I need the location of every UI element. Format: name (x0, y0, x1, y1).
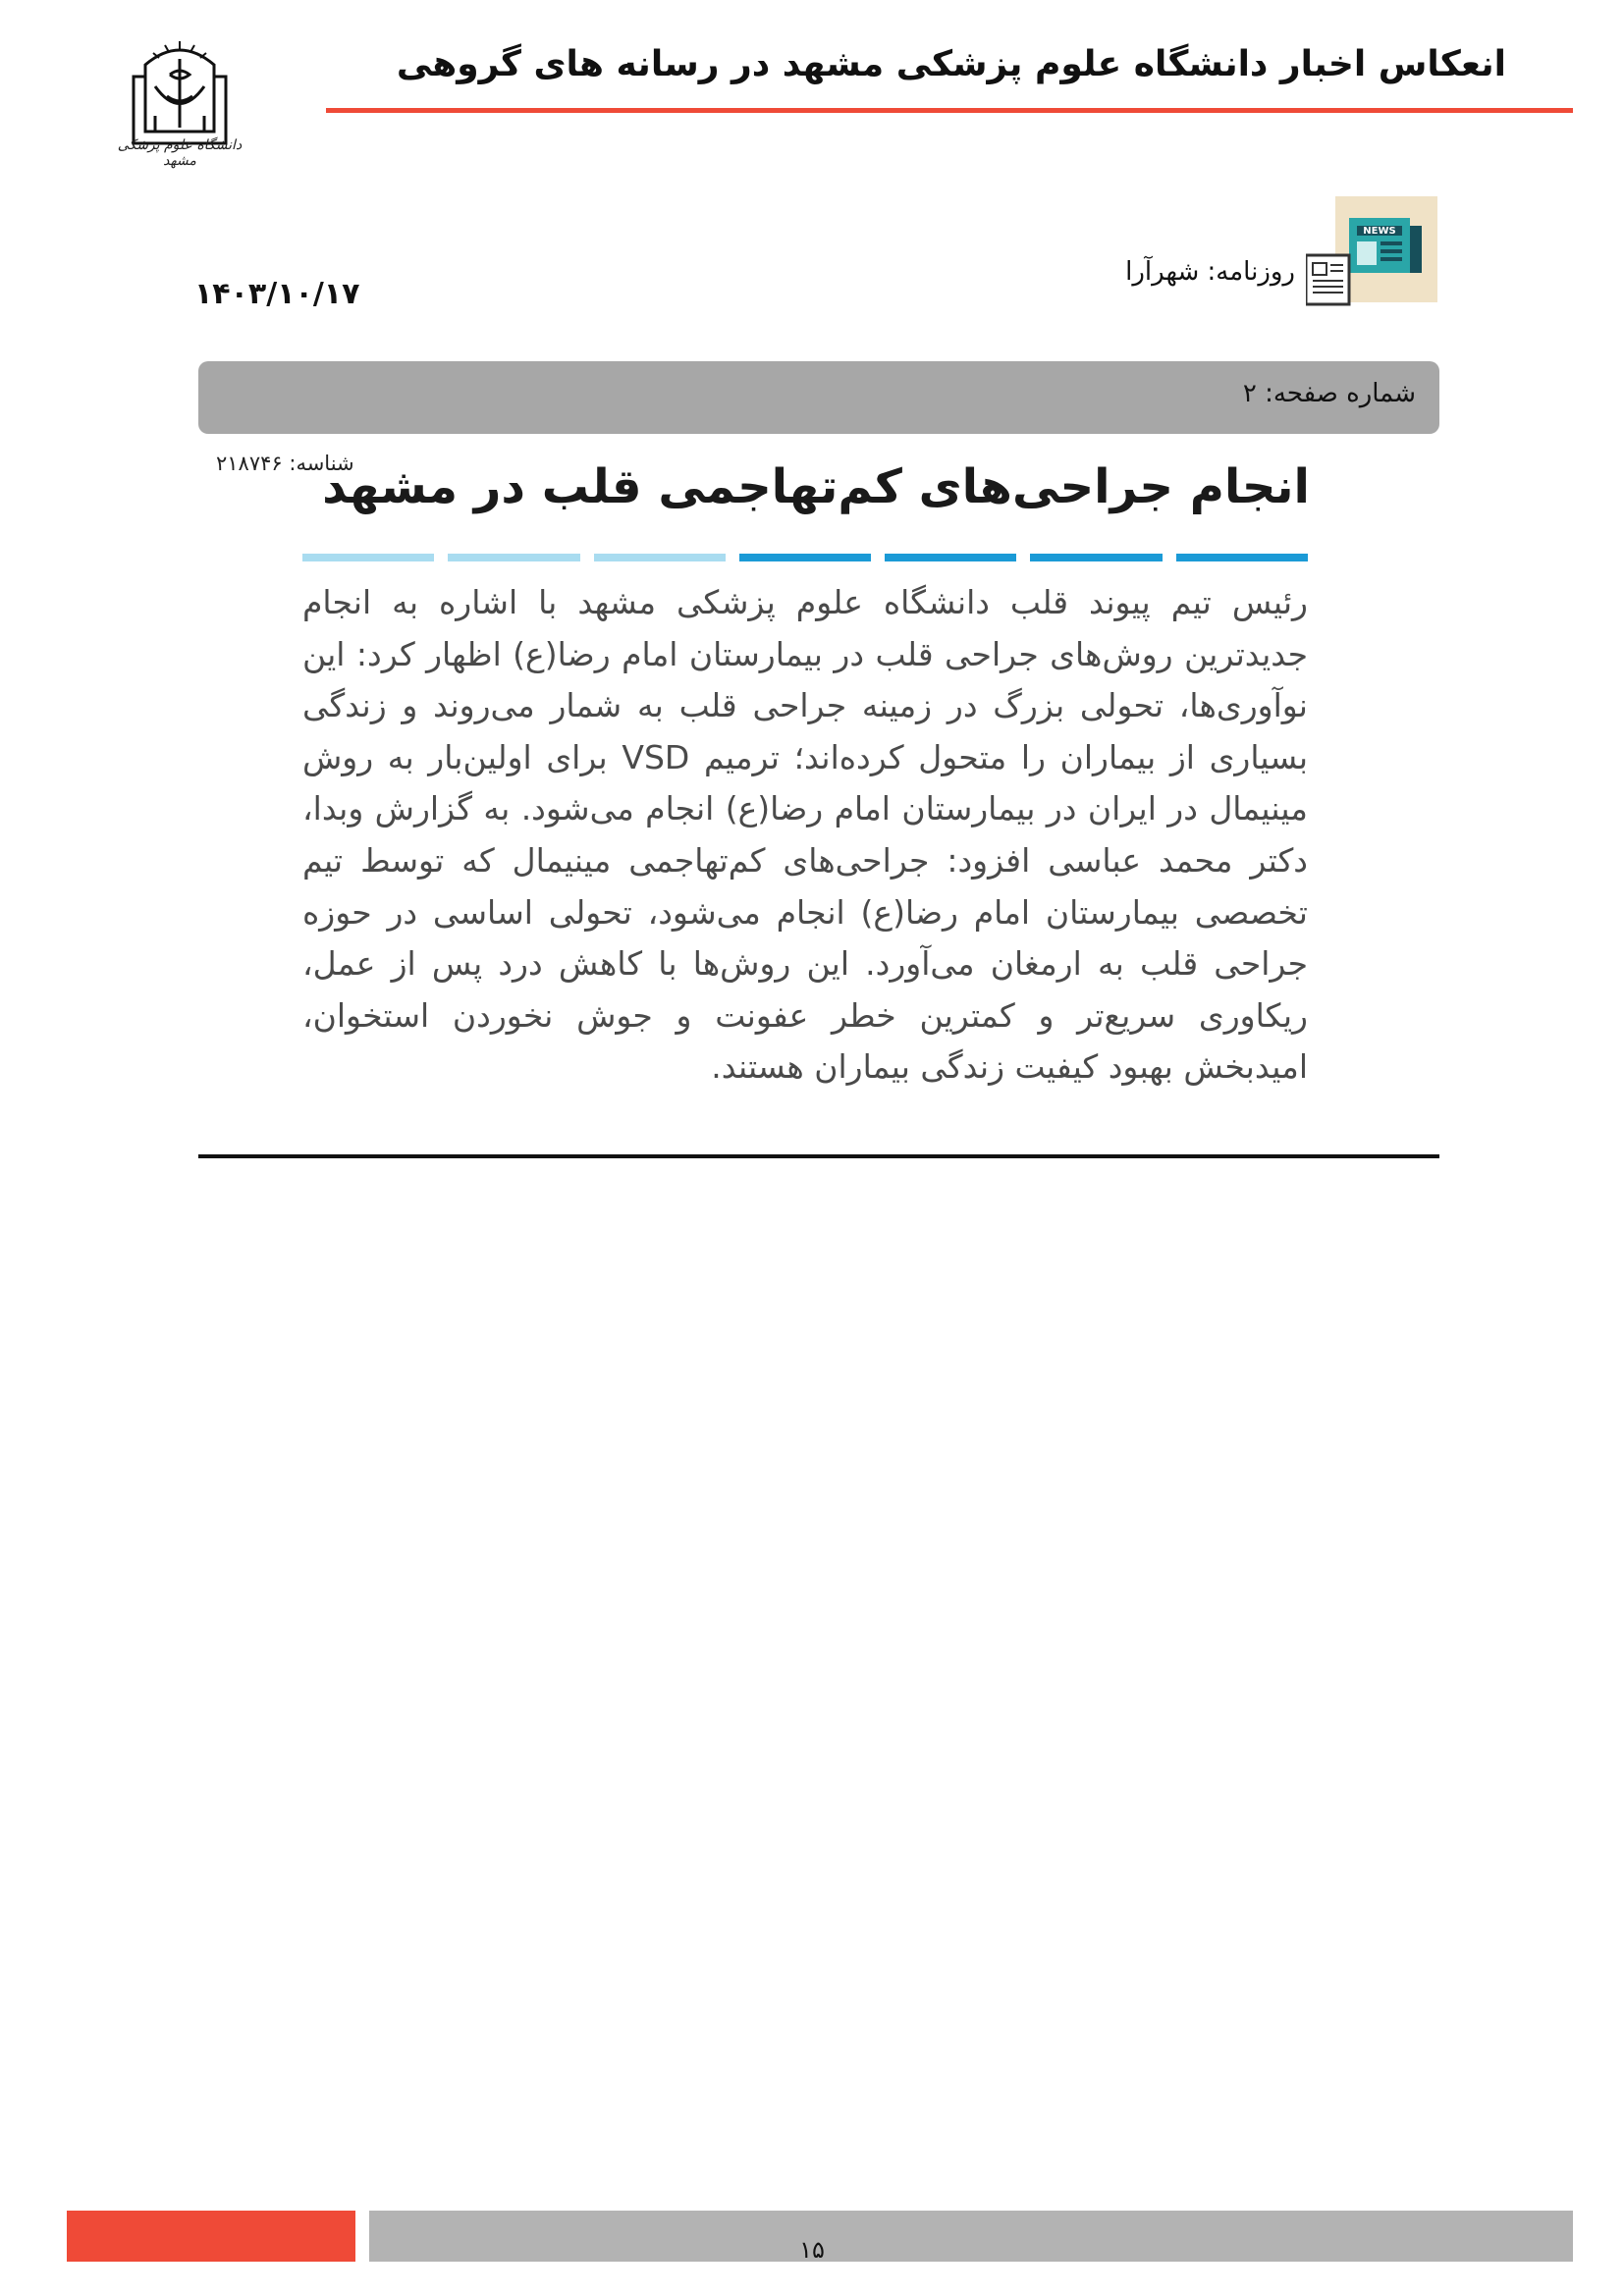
header-title: انعکاس اخبار دانشگاه علوم پزشکی مشهد در رسانه های گروهی (396, 44, 1506, 84)
underline-stripe (594, 554, 726, 561)
header-rule (326, 108, 1573, 113)
underline-stripe (739, 554, 871, 561)
publish-date: ۱۴۰۳/۱۰/۱۷ (194, 277, 360, 311)
newspaper-icon (1306, 196, 1437, 308)
article-end-rule (198, 1154, 1439, 1158)
footer-page-number: ۱۵ (799, 2236, 825, 2264)
underline-stripe (885, 554, 1016, 561)
logo-caption: دانشگاه علوم پزشکی مشهد (117, 137, 243, 169)
underline-stripe (1030, 554, 1162, 561)
article-title: انجام جراحی‌های کم‌تهاجمی قلب در مشهد (322, 459, 1310, 514)
underline-stripe (1176, 554, 1308, 561)
page-number-bar (198, 361, 1439, 434)
newspaper-label: روزنامه: شهرآرا (1125, 257, 1295, 287)
page-number: شماره صفحه: ۲ (1242, 379, 1416, 408)
svg-text:NEWS: NEWS (1363, 226, 1396, 237)
article-id: شناسه: ۲۱۸۷۴۶ (216, 452, 354, 475)
underline-stripe (448, 554, 579, 561)
underline-stripe (302, 554, 434, 561)
title-underline-stripes (302, 554, 1308, 561)
article-body: رئیس تیم پیوند قلب دانشگاه علوم پزشکی مشهد با اشاره به انجام جدیدترین روش‌های جراحی قلب در بیمارستان امام رضا(ع) اظهار کرد: این نوآوری‌ها، تحولی بزرگ در زمینه جراحی قلب به شمار می‌روند و زندگی بسیاری از بیماران را متحول کرده‌اند؛ ترمیم VSD برای اولین‌بار به روش مینیمال در ایران در بیمارستان امام رضا(ع) انجام می‌شود. به گزارش وبدا، دکتر محمد عباسی افزود: جراحی‌های کم‌تهاجمی مینیمال که توسط تیم تخصصی بیمارستان امام رضا(ع) انجام می‌شود، تحولی اساسی در حوزه جراحی قلب به ارمغان می‌آورد. این روش‌ها با کاهش درد پس از عمل، ریکاوری سریع‌تر و کمترین خطر عفونت و جوش نخوردن استخوان، امیدبخش بهبود کیفیت زندگی بیماران هستند. (302, 583, 1308, 1087)
